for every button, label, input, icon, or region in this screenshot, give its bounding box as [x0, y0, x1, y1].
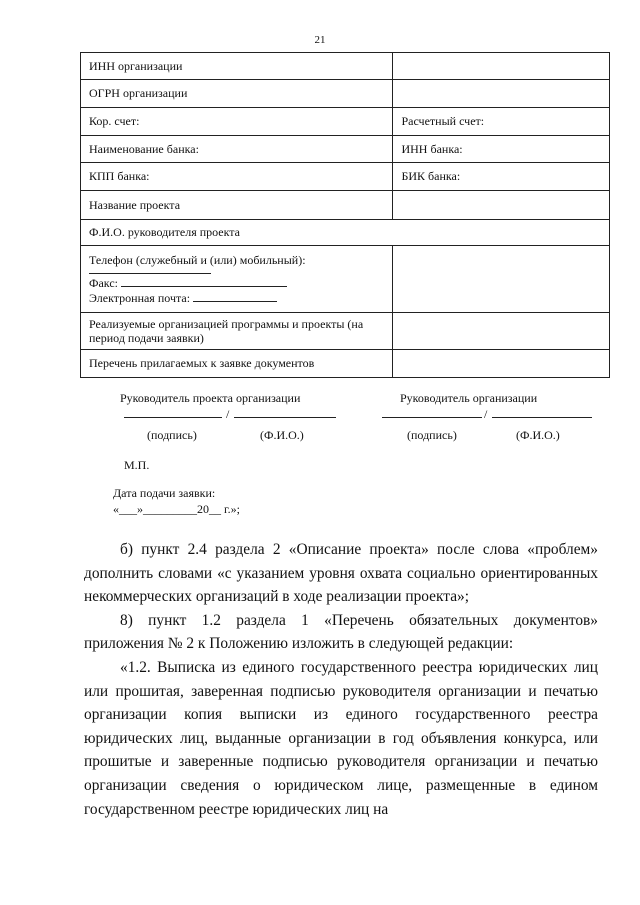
project-name-label: Название проекта	[81, 191, 393, 220]
bank-inn-label: ИНН банка:	[393, 136, 610, 163]
email-row	[89, 290, 384, 305]
programs-value	[393, 313, 610, 350]
org-head-slash: /	[484, 407, 488, 421]
table-row	[81, 53, 610, 80]
org-head-name-caption: (Ф.И.О.)	[516, 428, 560, 442]
table-row	[81, 350, 610, 378]
org-head-title: Руководитель организации	[400, 391, 538, 405]
email-fill-line	[193, 290, 277, 302]
attached-docs-value	[393, 350, 610, 378]
settlement-account-label: Расчетный счет:	[393, 108, 610, 136]
project-head-slash: /	[226, 407, 230, 421]
project-head-title: Руководитель проекта организации	[120, 391, 301, 405]
application-form-table	[80, 52, 610, 378]
phone-label: Телефон (служебный и (или) мобильный):	[89, 253, 306, 267]
date-label: Дата подачи заявки:	[113, 486, 216, 500]
project-head-signature-block	[120, 391, 350, 441]
table-row	[81, 163, 610, 191]
project-head-name-label: Ф.И.О. руководителя проекта	[81, 220, 610, 246]
org-head-signature-block	[380, 391, 610, 441]
bank-kpp-label: КПП банка:	[81, 163, 393, 191]
phone-fill-line	[89, 267, 211, 274]
table-row	[81, 80, 610, 108]
fax-fill-line	[121, 275, 287, 287]
inn-org-label: ИНН организации	[81, 53, 393, 80]
table-row	[81, 191, 610, 220]
ogrn-org-value	[393, 80, 610, 108]
contacts-cell	[81, 246, 393, 313]
table-row	[81, 246, 610, 313]
paragraph-1-2: «1.2. Выписка из единого государственного реестра юридических лиц или прошитая, заверенная подписью руководителя организации и печатью организации копия выписки из единого государственного реестра юридических лиц, выданные организации в год объявления конкурса, или прошитые и заверенные подписью руководителя организации и печатью организации сведения о юридическом лице, размещенные в едином государственном реестре юридических лиц на	[84, 658, 598, 818]
paragraph-b: б) пункт 2.4 раздела 2 «Описание проекта» после слова «проблем» дополнить словами «с указанием уровня охвата социально ориентированных некоммерческих организаций в ходе реализации проекта»;	[84, 541, 598, 606]
bank-name-label: Наименование банка:	[81, 136, 393, 163]
fax-label: Факс:	[89, 276, 118, 290]
attached-docs-label: Перечень прилагаемых к заявке документов	[81, 350, 393, 378]
corr-account-label: Кор. счет:	[81, 108, 393, 136]
org-head-sign-line	[382, 416, 482, 418]
stamp-place: М.П.	[124, 458, 150, 472]
table-row	[81, 220, 610, 246]
fax-row	[89, 275, 384, 290]
project-head-sign-line	[124, 416, 222, 418]
body-text	[84, 538, 598, 821]
date-template: «___»_________20__ г.»;	[113, 502, 240, 516]
ogrn-org-label: ОГРН организации	[81, 80, 393, 108]
org-head-sign-caption: (подпись)	[407, 428, 457, 442]
project-name-value	[393, 191, 610, 220]
bank-bik-label: БИК банка:	[393, 163, 610, 191]
table-row	[81, 136, 610, 163]
table-row	[81, 313, 610, 350]
programs-label: Реализуемые организацией программы и проекты (на период подачи заявки)	[81, 313, 393, 350]
email-label: Электронная почта:	[89, 291, 191, 305]
page-number: 21	[314, 34, 326, 46]
inn-org-value	[393, 53, 610, 80]
project-head-name-line	[234, 416, 336, 418]
project-head-name-caption: (Ф.И.О.)	[260, 428, 304, 442]
project-head-sign-caption: (подпись)	[147, 428, 197, 442]
org-head-name-line	[492, 416, 592, 418]
contacts-value	[393, 246, 610, 313]
paragraph-8: 8) пункт 1.2 раздела 1 «Перечень обязательных документов» приложения № 2 к Положению изложить в следующей редакции:	[84, 611, 598, 653]
table-row	[81, 108, 610, 136]
